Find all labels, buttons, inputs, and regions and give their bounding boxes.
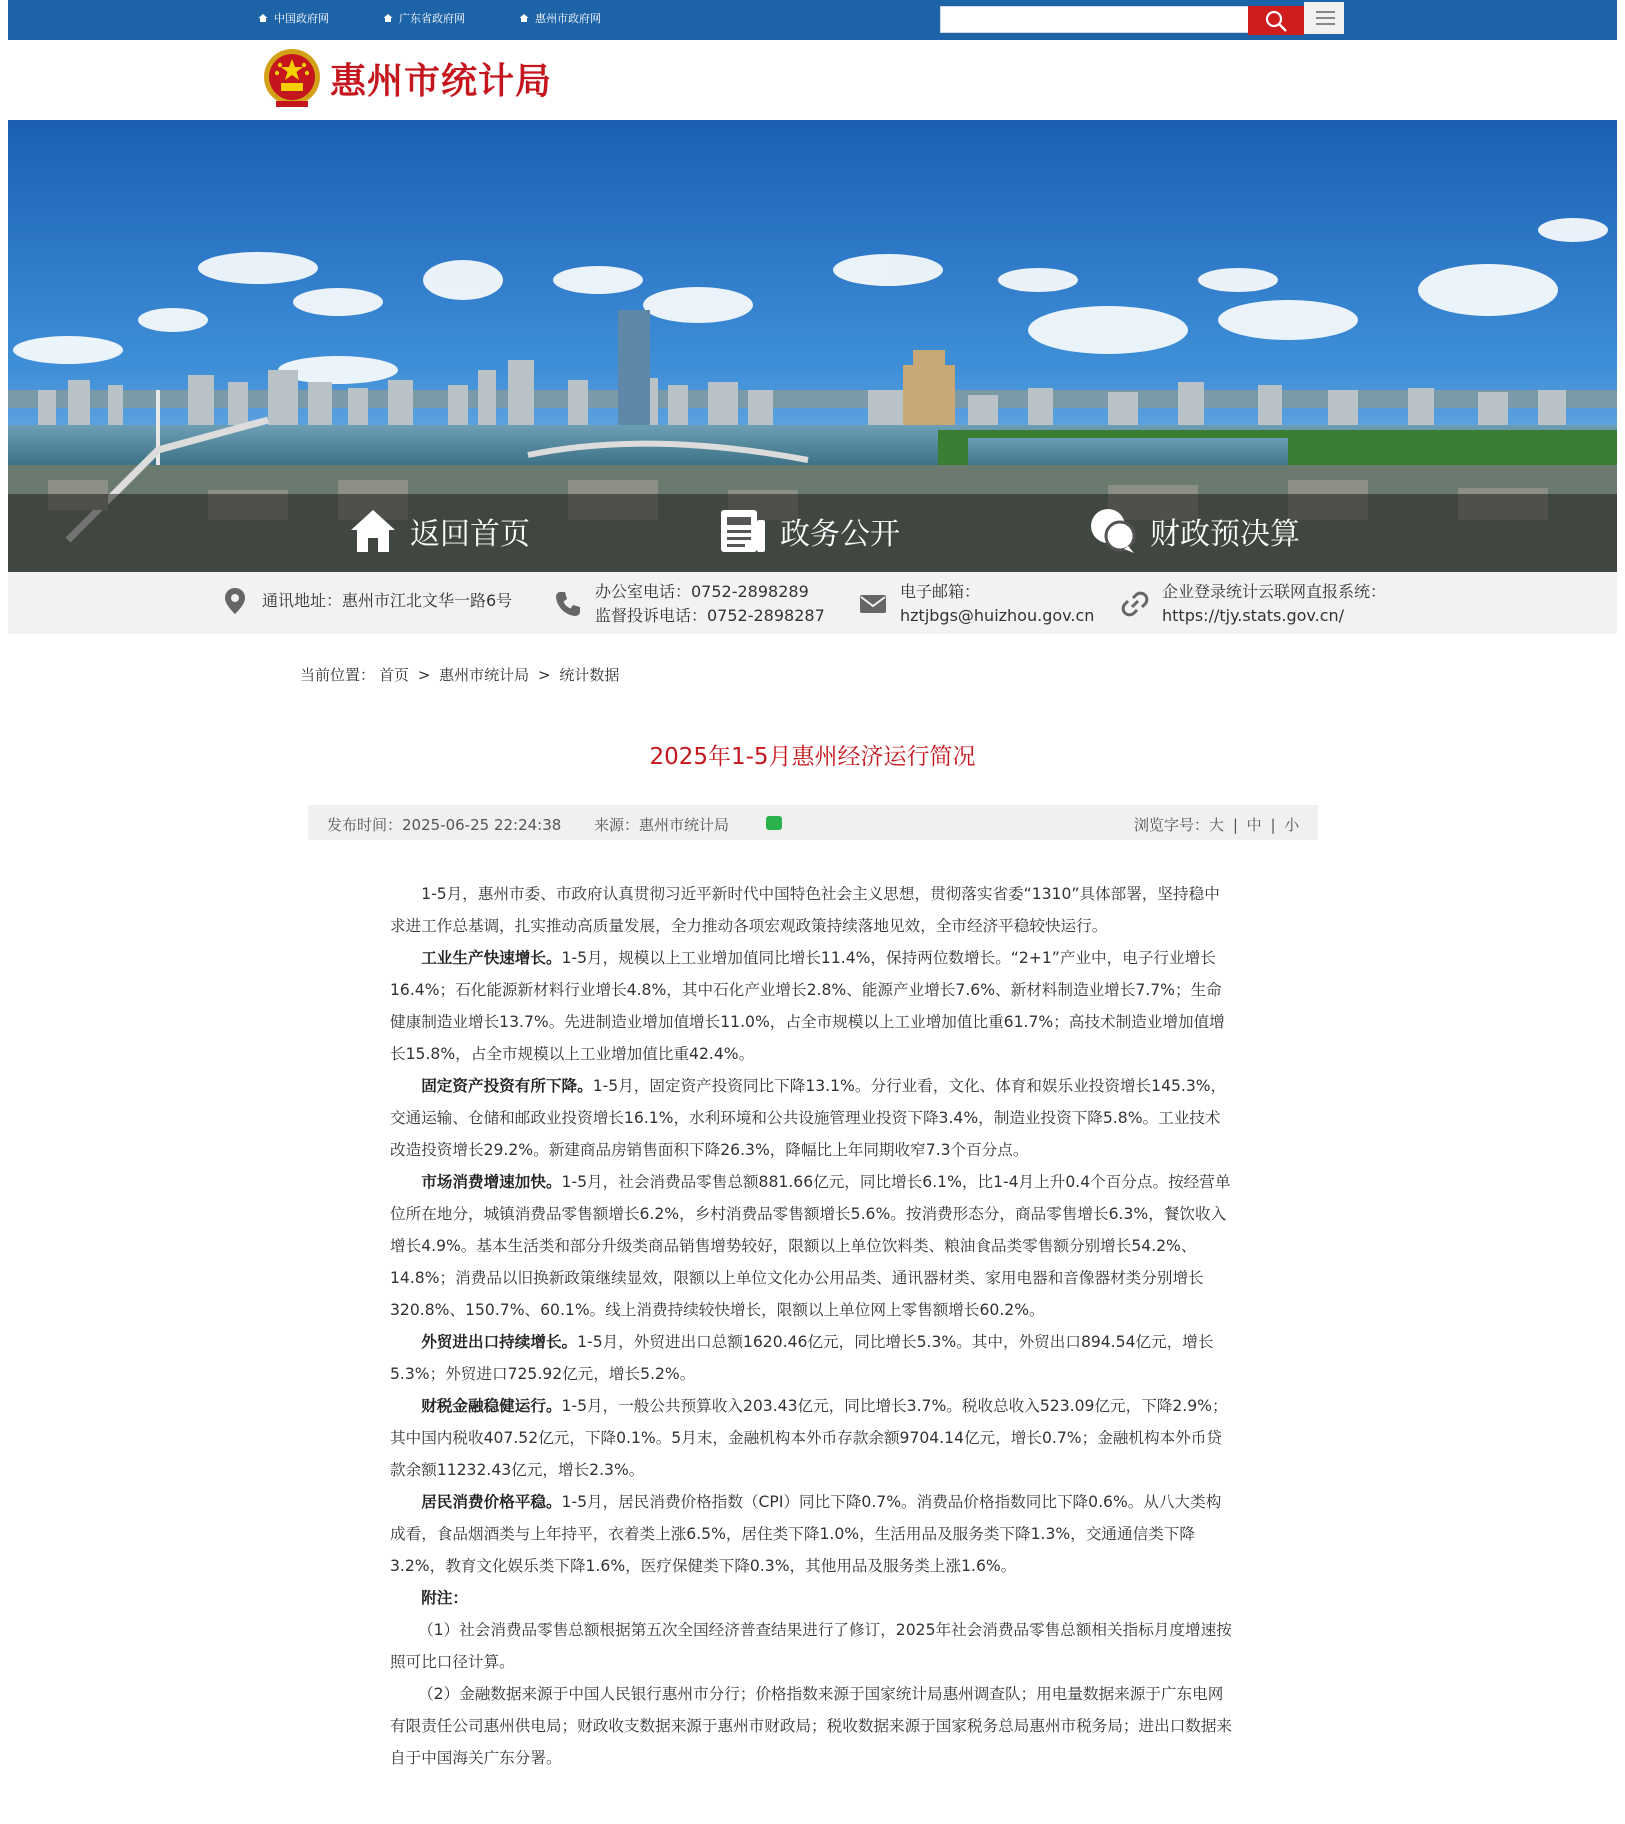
- envelope-icon: [858, 589, 888, 619]
- newspaper-icon: [718, 506, 768, 556]
- top-link-huizhou-gov[interactable]: [519, 10, 601, 26]
- cloud-lines: [1162, 580, 1386, 628]
- banner-image: [8, 120, 1617, 572]
- section-heading: 工业生产快速增长。: [421, 949, 562, 967]
- location-pin-icon: [220, 586, 250, 616]
- article-body: [390, 878, 1235, 1774]
- office-phone-text: 办公室电话：0752-2898289: [595, 582, 809, 601]
- section-heading: 财税金融稳健运行。: [421, 1397, 562, 1415]
- breadcrumb-separator: >: [537, 666, 551, 684]
- article-section: [390, 1486, 1235, 1582]
- home-icon: [348, 506, 398, 556]
- contact-phones: [553, 580, 825, 628]
- section-heading: 居民消费价格平稳。: [421, 1493, 562, 1511]
- email-lines: [900, 580, 1094, 628]
- section-heading: 外贸进出口持续增长。: [421, 1333, 578, 1351]
- top-link-guangdong-gov[interactable]: [383, 10, 465, 26]
- home-icon: [519, 13, 529, 23]
- complaint-phone-text: 监督投诉电话：0752-2898287: [595, 606, 825, 625]
- top-bar: [8, 0, 1617, 40]
- contact-bar: [8, 572, 1617, 634]
- national-emblem-icon: [262, 45, 322, 111]
- cloud-link[interactable]: https://tjy.stats.gov.cn/: [1162, 606, 1345, 625]
- chat-bubble-icon: [1088, 506, 1138, 556]
- banner-nav: [8, 494, 1617, 572]
- wechat-share-icon[interactable]: [766, 816, 782, 830]
- top-link-label: 惠州市政府网: [535, 12, 601, 25]
- section-heading: 固定资产投资有所下降。: [421, 1077, 593, 1095]
- home-icon: [383, 13, 393, 23]
- section-text: 1-5月，固定资产投资同比下降13.1%。分行业看，文化、体育和娱乐业投资增长145.3%，交通运输、仓储和邮政业投资增长16.1%，水利环境和公共设施管理业投资下降3.4%，制造业投资下降5.8%。工业技术改造投资增长29.2%。新建商品房销售面积下降26.3%，降幅比上年同期收窄7.3个百分点。: [390, 1077, 1227, 1159]
- nav-government-affairs[interactable]: [718, 506, 900, 556]
- font-size-large[interactable]: 大: [1209, 816, 1225, 834]
- phone-icon: [553, 589, 583, 619]
- search-button[interactable]: [1248, 6, 1304, 35]
- site-title: 惠州市统计局: [330, 59, 553, 102]
- top-link-label: 中国政府网: [274, 12, 329, 25]
- breadcrumb-prefix: 当前位置：: [300, 666, 376, 684]
- article-title: 2025年1-5月惠州经济运行简况: [649, 744, 976, 770]
- section-text: 1-5月，规模以上工业增加值同比增长11.4%，保持两位数增长。“2+1”产业中，电子行业增长16.4%；石化能源新材料行业增长4.8%，其中石化产业增长2.8%、能源产业增长7.6%、新材料制造业增长7.7%；生命健康制造业增长13.7%。先进制造业增加值增长11.0%，占全市规模以上工业增加值比重61.7%；高技术制造业增加值增长15.8%，占全市规模以上工业增加值比重42.4%。: [390, 949, 1225, 1063]
- nav-fiscal-budget[interactable]: [1088, 506, 1300, 556]
- menu-button[interactable]: [1304, 2, 1344, 34]
- article-source: 来源：惠州市统计局: [594, 816, 730, 834]
- article-section: [390, 1390, 1235, 1486]
- note-heading-text: 附注：: [421, 1589, 468, 1607]
- nav-home-label: 返回首页: [410, 517, 530, 552]
- menu-icon: [1313, 10, 1335, 26]
- article-meta-bar: [308, 805, 1318, 840]
- link-icon: [1120, 589, 1150, 619]
- home-icon: [258, 13, 268, 23]
- article-section: [390, 1070, 1235, 1166]
- publish-time: 发布时间：2025-06-25 22:24:38: [327, 816, 562, 834]
- section-text: 1-5月，社会消费品零售总额881.66亿元，同比增长6.1%，比1-4月上升0.4个百分点。按经营单位所在地分，城镇消费品零售额增长6.2%，乡村消费品零售额增长5.6%。按消费形态分，商品零售增长6.3%，餐饮收入增长4.9%。基本生活类和部分升级类商品销售增势较好，限额以上单位饮料类、粮油食品类零售额分别增长54.2%、14.8%；消费品以旧换新政策继续显效，限额以上单位文化办公用品类、通讯器材类、家用电器和音像器材类分别增长320.8%、150.7%、60.1%。线上消费持续较快增长，限额以上单位网上零售额增长60.2%。: [390, 1173, 1231, 1319]
- font-size-label: 浏览字号：: [1134, 816, 1210, 834]
- cloud-label: 企业登录统计云联网直报系统：: [1162, 582, 1387, 601]
- font-size-controls: [1134, 814, 1299, 835]
- section-text: 1-5月，一般公共预算收入203.43亿元，同比增长3.7%。税收总收入523.09亿元，下降2.9%；其中国内税收407.52亿元，下降0.1%。5月末，金融机构本外币存款余额9704.14亿元，增长0.7%；金融机构本外币贷款余额11232.43亿元，增长2.3%。: [390, 1397, 1228, 1479]
- font-size-small[interactable]: 小: [1284, 816, 1300, 834]
- breadcrumb-bureau[interactable]: 惠州市统计局: [439, 666, 530, 684]
- contact-cloud-system: [1120, 580, 1386, 628]
- contact-email: [858, 580, 1094, 628]
- email-link[interactable]: hztjbgs@huizhou.gov.cn: [900, 606, 1095, 625]
- breadcrumb-home[interactable]: 首页: [379, 666, 410, 684]
- top-link-central-gov[interactable]: [258, 10, 329, 26]
- top-link-label: 广东省政府网: [399, 12, 465, 25]
- breadcrumb: [300, 664, 619, 685]
- note-item: （2）金融数据来源于中国人民银行惠州市分行；价格指数来源于国家统计局惠州调查队；用电量数据来源于广东电网有限责任公司惠州供电局；财政收支数据来源于惠州市财政局；税收数据来源于国家税务总局惠州市税务局；进出口数据来自于中国海关广东分署。: [390, 1685, 1233, 1767]
- article-section: [390, 1326, 1235, 1390]
- nav-government-affairs-label: 政务公开: [780, 517, 900, 552]
- search-icon: [1264, 9, 1288, 33]
- article-section: [390, 942, 1235, 1070]
- top-links: [258, 10, 655, 26]
- nav-fiscal-budget-label: 财政预决算: [1150, 517, 1300, 552]
- nav-home[interactable]: [348, 506, 530, 556]
- font-size-separator: |: [1232, 816, 1238, 834]
- breadcrumb-statistics[interactable]: 统计数据: [559, 666, 620, 684]
- note-item: （1）社会消费品零售总额根据第五次全国经济普查结果进行了修订，2025年社会消费品零售总额相关指标月度增速按照可比口径计算。: [390, 1621, 1232, 1671]
- article-intro: 1-5月，惠州市委、市政府认真贯彻习近平新时代中国特色社会主义思想，贯彻落实省委“1310”具体部署，坚持稳中求进工作总基调，扎实推动高质量发展，全力推动各项宏观政策持续落地见效，全市经济平稳较快运行。: [390, 885, 1220, 935]
- breadcrumb-separator: >: [417, 666, 431, 684]
- font-size-separator: |: [1270, 816, 1276, 834]
- note-heading: [390, 1582, 1235, 1614]
- site-logo[interactable]: [262, 45, 552, 111]
- section-heading: 市场消费增速加快。: [421, 1173, 562, 1191]
- article-section: [390, 1166, 1235, 1326]
- phone-lines: [595, 580, 825, 628]
- section-text: 1-5月，外贸进出口总额1620.46亿元，同比增长5.3%。其中，外贸出口894.54亿元，增长5.3%；外贸进口725.92亿元，增长5.2%。: [390, 1333, 1214, 1383]
- email-label: 电子邮箱：: [900, 582, 981, 601]
- font-size-medium[interactable]: 中: [1246, 816, 1262, 834]
- contact-address: [220, 586, 512, 616]
- search-input[interactable]: [940, 6, 1256, 33]
- address-text: 通讯地址：惠州市江北文华一路6号: [262, 591, 513, 610]
- section-text: 1-5月，居民消费价格指数（CPI）同比下降0.7%。消费品价格指数同比下降0.6%。从八大类构成看，食品烟酒类与上年持平，衣着类上涨6.5%，居住类下降1.0%，生活用品及服务类下降1.3%，交通通信类下降3.2%，教育文化娱乐类下降1.6%，医疗保健类下降0.3%，其他用品及服务类上涨1.6%。: [390, 1493, 1222, 1575]
